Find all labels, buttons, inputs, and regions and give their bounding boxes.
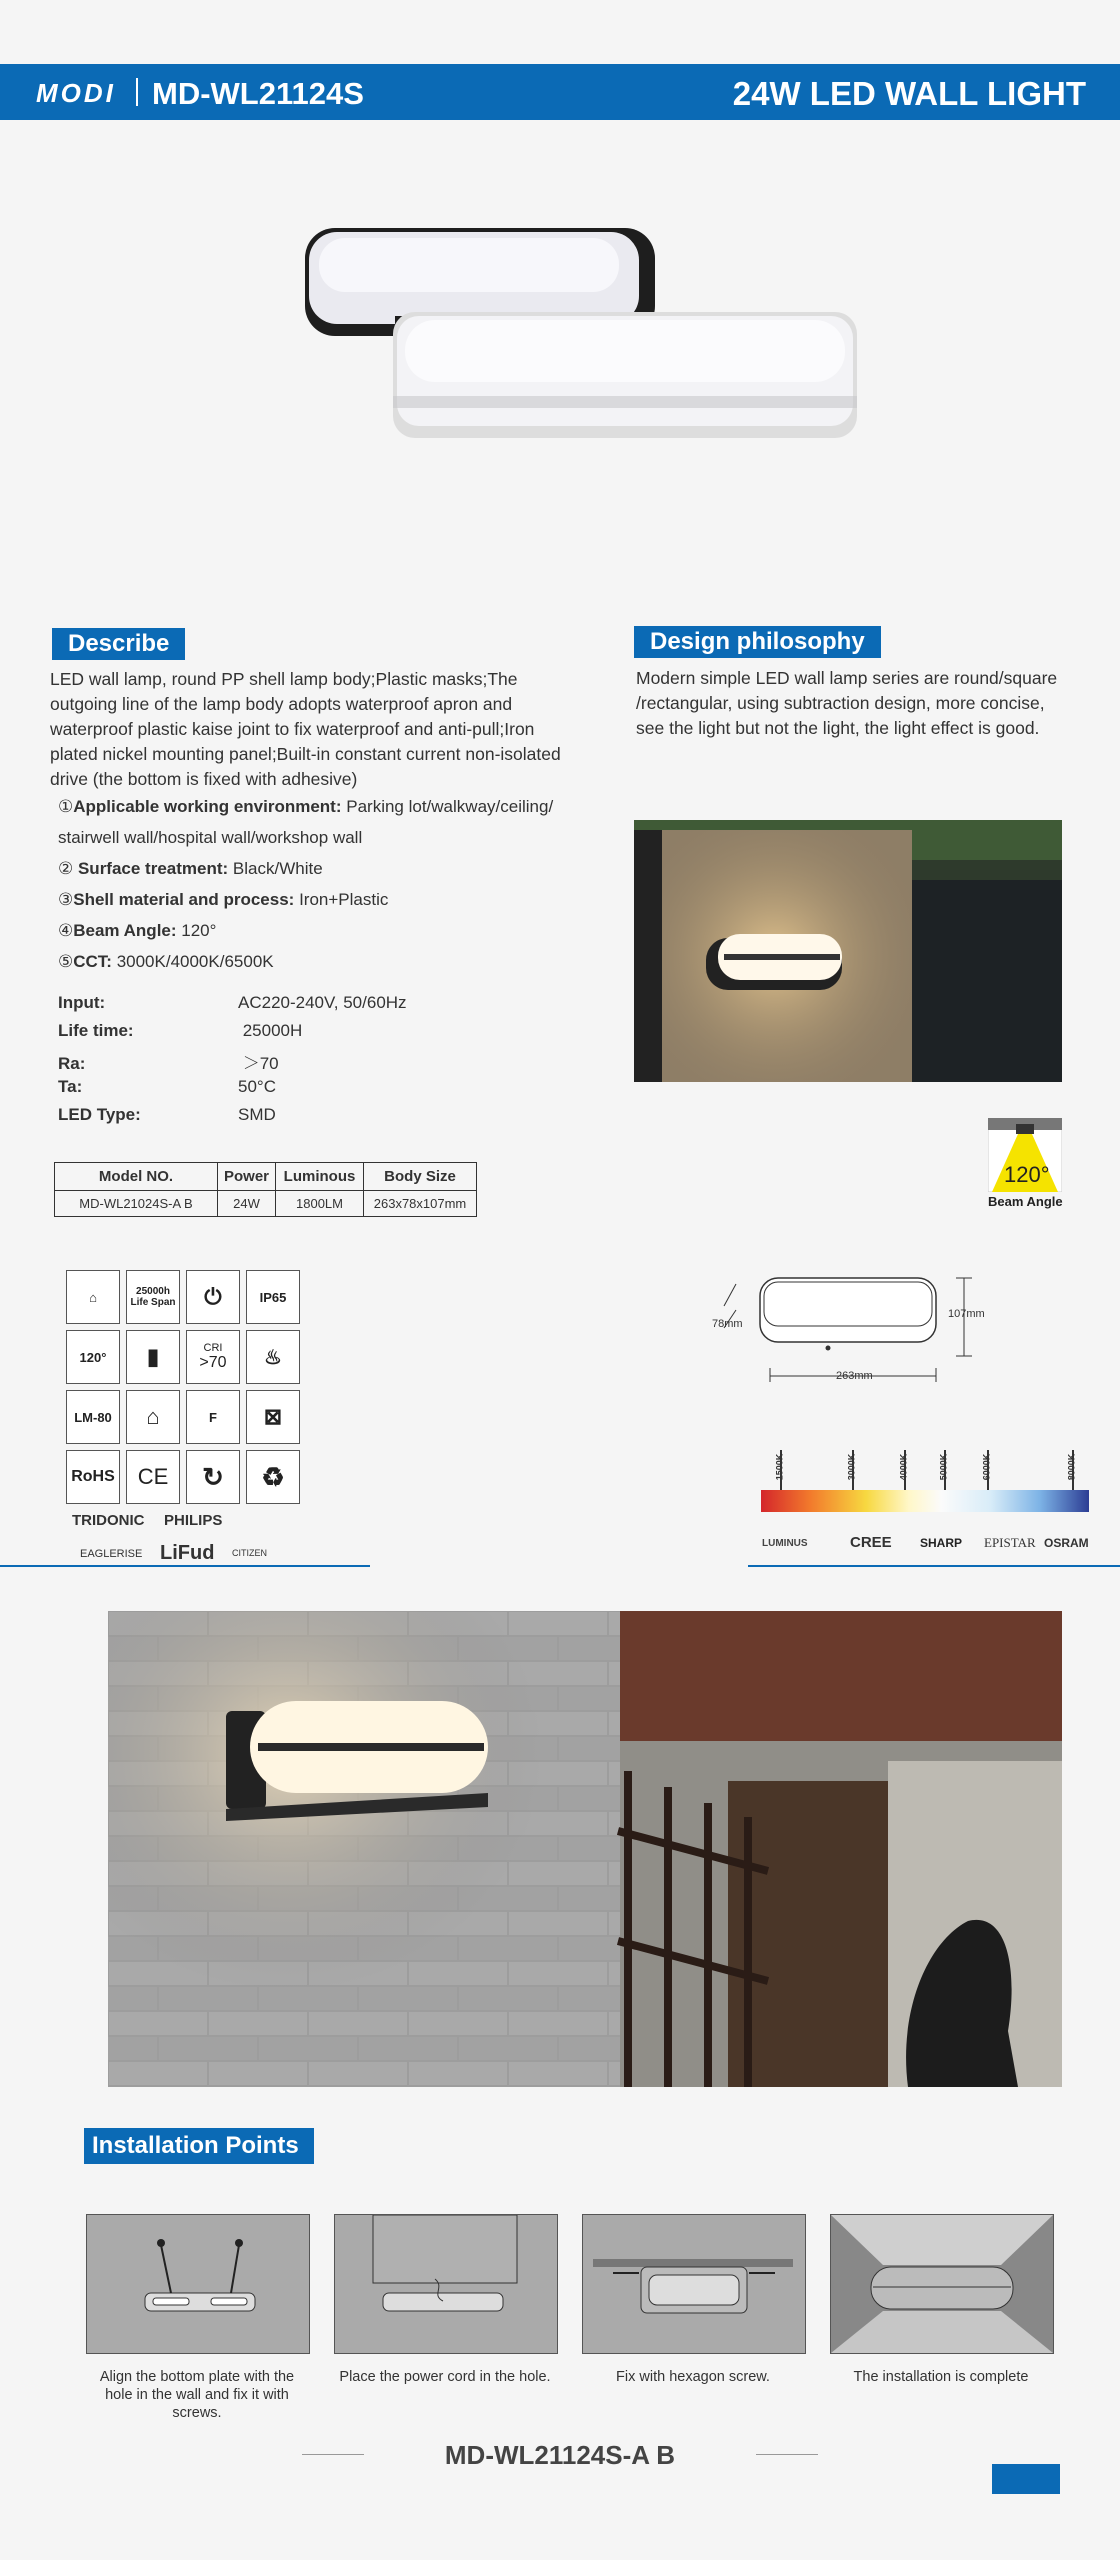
dimension-depth: 78mm <box>712 1318 743 1330</box>
design-text: Modern simple LED wall lamp series are round/square /rectangular, using subtraction design, more concise, see the light but not the light, the light effect is good. <box>636 668 1058 738</box>
spec-list <box>58 993 478 1133</box>
brand-logo: MODI <box>36 78 116 108</box>
installation-heading: Installation Points <box>84 2128 314 2164</box>
design-heading: Design philosophy <box>634 626 881 658</box>
table-row <box>55 1191 477 1217</box>
shadow-icon: ▮ <box>126 1330 180 1384</box>
cct-label: 8000K <box>1066 1453 1077 1481</box>
header-bar <box>0 64 1120 120</box>
table-header: Body Size <box>364 1163 477 1191</box>
brand-tridonic: TRIDONIC <box>72 1512 145 1529</box>
table-header-row <box>55 1163 477 1191</box>
section-divider-left <box>0 1565 370 1567</box>
brand-epistar: EPISTAR <box>984 1535 1036 1550</box>
wall-lamp-photo <box>634 820 1062 1082</box>
footer-model: MD-WL21124S-A B <box>444 2440 676 2470</box>
refresh-icon: ↻ <box>186 1450 240 1504</box>
recycle-icon: ♻ <box>246 1450 300 1504</box>
describe-heading: Describe <box>52 628 185 660</box>
brand-cree: CREE <box>850 1534 892 1551</box>
brand-osram: OSRAM <box>1044 1536 1089 1550</box>
ip65-icon: IP65 <box>246 1270 300 1324</box>
brand-sharp: SHARP <box>920 1536 963 1550</box>
install-step-2-caption: Place the power cord in the hole. <box>339 2369 551 2385</box>
header-divider <box>136 78 138 106</box>
install-step-4-caption: The installation is complete <box>853 2369 1029 2385</box>
install-step-3-image <box>582 2214 806 2354</box>
f-mark-icon: F <box>186 1390 240 1444</box>
beam-120-icon: 120° <box>66 1330 120 1384</box>
brand-lifud: LiFud <box>160 1542 215 1564</box>
install-step-2-image <box>334 2214 558 2354</box>
feature-list <box>58 791 598 977</box>
beam-angle-label: Beam Angle <box>988 1194 1063 1209</box>
cri-value: >70 <box>199 1354 227 1371</box>
install-step-3-caption: Fix with hexagon screw. <box>616 2369 770 2385</box>
cct-label: 3000K <box>846 1453 857 1481</box>
rohs-icon: RoHS <box>66 1450 120 1504</box>
product-hero-image <box>295 220 865 500</box>
feature-item: ④Beam Angle: 120° <box>58 921 217 940</box>
cri-icon <box>186 1330 240 1384</box>
dimension-height: 107mm <box>948 1308 985 1320</box>
install-step-1-caption: Align the bottom plate with the hole in the wall and fix it with screws. <box>99 2369 295 2421</box>
model-table <box>54 1162 477 1217</box>
feature-item: ⑤CCT: 3000K/4000K/6500K <box>58 952 274 971</box>
feature-item: ③Shell material and process: Iron+Plastic <box>58 890 389 909</box>
install-step-4-image <box>830 2214 1054 2354</box>
section-divider-right <box>748 1565 1120 1567</box>
cct-label: 5000K <box>938 1453 949 1481</box>
brand-philips: PHILIPS <box>164 1512 223 1529</box>
spec-row: Life time: 25000H <box>58 1021 303 1040</box>
house-outline-icon: ⌂ <box>126 1390 180 1444</box>
header-model: MD-WL21124S <box>152 76 364 111</box>
home-icon: ⌂ <box>66 1270 120 1324</box>
plug-icon: ⏻ <box>186 1270 240 1324</box>
table-cell: 24W <box>218 1191 276 1217</box>
table-header: Model NO. <box>55 1163 218 1191</box>
table-header: Luminous <box>276 1163 364 1191</box>
scene-photo <box>108 1611 1062 2087</box>
table-cell: 1800LM <box>276 1191 364 1217</box>
spec-row: Input: AC220-240V, 50/60Hz <box>58 993 407 1012</box>
feature-item: ② Surface treatment: Black/White <box>58 859 323 878</box>
spec-row: Ra: ＞70 <box>58 1054 279 1073</box>
beam-angle-value: 120° <box>1004 1162 1050 1187</box>
feature-item: ①Applicable working environment: Parking lot/walkway/ceiling/ stairwell wall/hospital wall/workshop wall <box>58 797 554 847</box>
dimension-length: 263mm <box>836 1370 873 1382</box>
ce-icon: CE <box>126 1450 180 1504</box>
cct-label: 4000K <box>898 1453 909 1481</box>
spec-row: LED Type: SMD <box>58 1105 276 1124</box>
table-cell: 263x78x107mm <box>364 1191 477 1217</box>
cct-gradient-bar <box>761 1490 1089 1512</box>
brand-luminus: LUMINUS <box>762 1538 808 1549</box>
table-cell: MD-WL21024S-A B <box>55 1191 218 1217</box>
table-header: Power <box>218 1163 276 1191</box>
footer-accent-block <box>992 2464 1060 2494</box>
install-step-1-image <box>86 2214 310 2354</box>
weee-bin-icon: ⊠ <box>246 1390 300 1444</box>
heat-icon: ♨ <box>246 1330 300 1384</box>
spec-row: Ta: 50°C <box>58 1077 276 1096</box>
header-title: 24W LED WALL LIGHT <box>732 75 1086 112</box>
describe-text: LED wall lamp, round PP shell lamp body;Plastic masks;The outgoing line of the lamp body adopts waterproof apron and waterproof plastic kaise joint to fix waterproof and anti-pull;Iron plated nickel mounting panel;Built-in constant current non-isolated drive (the bottom is fixed with adhesive) <box>50 669 561 789</box>
cri-label: CRI <box>203 1342 223 1354</box>
lm80-icon: LM-80 <box>66 1390 120 1444</box>
brand-eaglerise: EAGLERISE <box>80 1548 143 1560</box>
cct-label: 1500K <box>774 1453 785 1481</box>
cct-label: 6000K <box>981 1453 992 1481</box>
life-span-icon: 25000h Life Span <box>126 1270 180 1324</box>
brand-citizen: CITIZEN <box>232 1548 267 1558</box>
